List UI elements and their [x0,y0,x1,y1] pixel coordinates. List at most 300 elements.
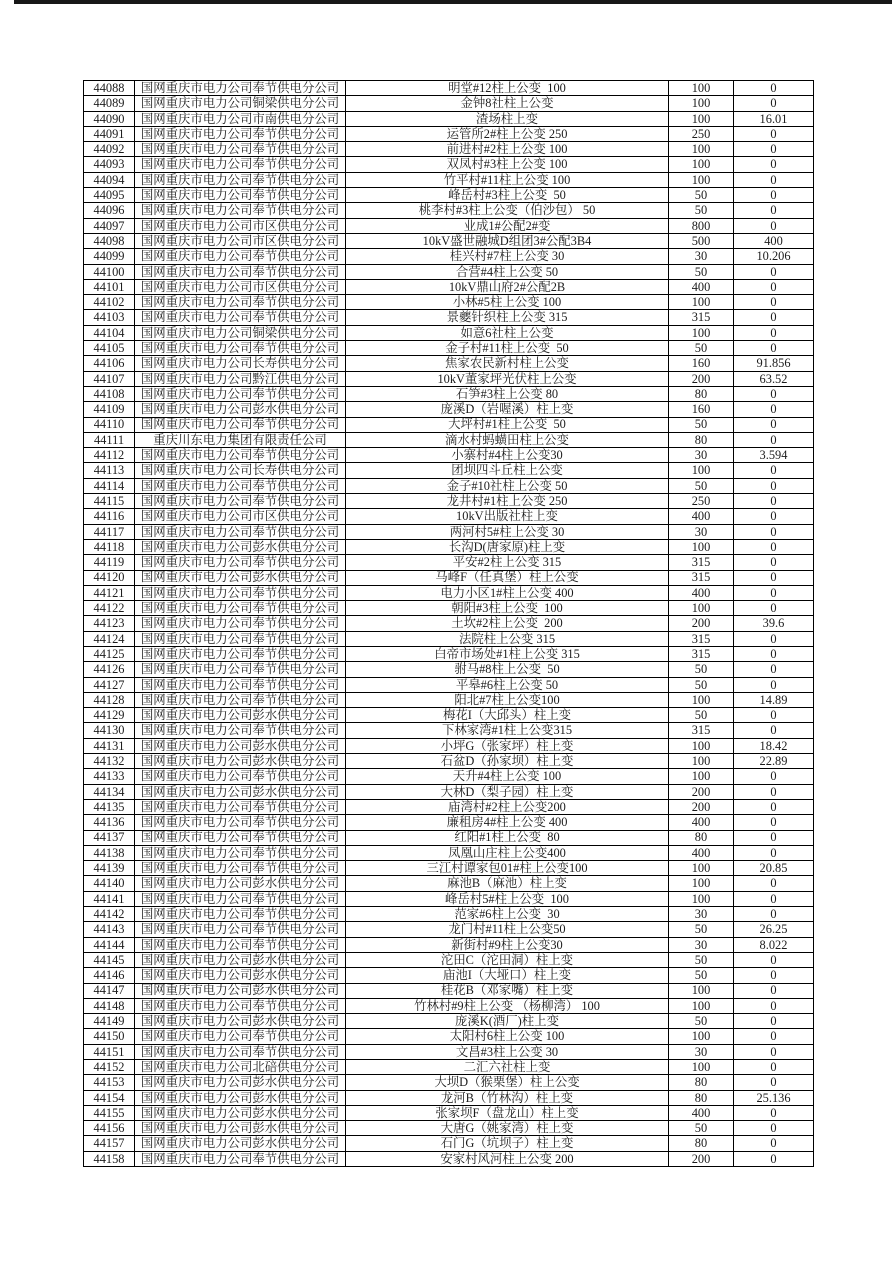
cell-value: 0 [734,784,814,799]
cell-name: 渣场柱上变 [346,111,669,126]
cell-id: 44149 [84,1014,135,1029]
cell-value: 0 [734,555,814,570]
cell-name: 景夔针织柱上公变 315 [346,310,669,325]
cell-name: 驸马#8柱上公变 50 [346,662,669,677]
cell-capacity: 100 [669,692,734,707]
table-row [84,1044,814,1059]
cell-capacity: 400 [669,845,734,860]
cell-company: 国网重庆市电力公司奉节供电分公司 [135,677,346,692]
cell-id: 44148 [84,998,135,1013]
cell-capacity: 315 [669,723,734,738]
cell-capacity: 315 [669,310,734,325]
cell-value: 0 [734,341,814,356]
cell-id: 44127 [84,677,135,692]
cell-capacity: 30 [669,1044,734,1059]
cell-value: 0 [734,1060,814,1075]
table-row [84,876,814,891]
cell-company: 国网重庆市电力公司奉节供电分公司 [135,478,346,493]
cell-id: 44092 [84,142,135,157]
cell-company: 国网重庆市电力公司奉节供电分公司 [135,769,346,784]
cell-id: 44101 [84,279,135,294]
table-row [84,662,814,677]
cell-name: 10kV出版社柱上变 [346,509,669,524]
cell-name: 白帝市场处#1柱上公变 315 [346,646,669,661]
table-row [84,907,814,922]
cell-value: 0 [734,799,814,814]
cell-capacity: 80 [669,432,734,447]
cell-id: 44144 [84,937,135,952]
cell-value: 400 [734,233,814,248]
cell-name: 法院柱上公变 315 [346,631,669,646]
cell-name: 10kV鼎山府2#公配2B [346,279,669,294]
cell-value: 0 [734,907,814,922]
cell-capacity: 100 [669,861,734,876]
cell-id: 44121 [84,585,135,600]
cell-capacity: 50 [669,188,734,203]
transformer-table [83,80,814,1167]
cell-name: 龙河B（竹林沟）柱上变 [346,1090,669,1105]
cell-id: 44146 [84,968,135,983]
cell-id: 44122 [84,601,135,616]
table-row [84,188,814,203]
cell-capacity: 800 [669,218,734,233]
table-row [84,371,814,386]
cell-capacity: 80 [669,1136,734,1151]
cell-id: 44089 [84,96,135,111]
table-row [84,692,814,707]
cell-name: 小寨村#4柱上公变30 [346,448,669,463]
table-row [84,708,814,723]
cell-capacity: 30 [669,448,734,463]
cell-name: 庙池I（大垭口）柱上变 [346,968,669,983]
cell-company: 国网重庆市电力公司彭水供电分公司 [135,1136,346,1151]
cell-company: 国网重庆市电力公司彭水供电分公司 [135,738,346,753]
cell-value: 0 [734,876,814,891]
table-row [84,799,814,814]
table-row [84,264,814,279]
cell-capacity: 100 [669,142,734,157]
table-row [84,203,814,218]
cell-value: 0 [734,662,814,677]
cell-id: 44141 [84,891,135,906]
cell-company: 国网重庆市电力公司市区供电分公司 [135,509,346,524]
cell-capacity: 30 [669,907,734,922]
table-row [84,509,814,524]
cell-capacity: 50 [669,708,734,723]
cell-company: 国网重庆市电力公司奉节供电分公司 [135,601,346,616]
cell-company: 国网重庆市电力公司彭水供电分公司 [135,1090,346,1105]
table-row [84,845,814,860]
table-row [84,830,814,845]
table-row [84,341,814,356]
cell-value: 39.6 [734,616,814,631]
cell-id: 44128 [84,692,135,707]
cell-value: 0 [734,402,814,417]
cell-name: 竹林村#9柱上公变 （杨柳湾） 100 [346,998,669,1013]
cell-id: 44109 [84,402,135,417]
cell-value: 0 [734,1136,814,1151]
table-row [84,478,814,493]
cell-capacity: 100 [669,738,734,753]
cell-value: 0 [734,325,814,340]
cell-company: 国网重庆市电力公司奉节供电分公司 [135,998,346,1013]
table-row [84,1075,814,1090]
cell-company: 国网重庆市电力公司彭水供电分公司 [135,1121,346,1136]
cell-id: 44096 [84,203,135,218]
cell-company: 国网重庆市电力公司奉节供电分公司 [135,203,346,218]
cell-capacity: 400 [669,1105,734,1120]
cell-id: 44091 [84,126,135,141]
cell-value: 18.42 [734,738,814,753]
cell-value: 25.136 [734,1090,814,1105]
cell-company: 国网重庆市电力公司奉节供电分公司 [135,723,346,738]
cell-capacity: 250 [669,126,734,141]
table-row [84,815,814,830]
cell-company: 国网重庆市电力公司奉节供电分公司 [135,662,346,677]
cell-id: 44097 [84,218,135,233]
cell-capacity: 200 [669,784,734,799]
cell-capacity: 30 [669,249,734,264]
cell-name: 麻池B（麻池）柱上变 [346,876,669,891]
table-row [84,279,814,294]
cell-value: 63.52 [734,371,814,386]
cell-value: 0 [734,998,814,1013]
cell-id: 44099 [84,249,135,264]
table-row [84,126,814,141]
table-row [84,1121,814,1136]
cell-value: 0 [734,601,814,616]
cell-capacity: 100 [669,891,734,906]
table-row [84,937,814,952]
cell-capacity: 100 [669,769,734,784]
cell-capacity: 50 [669,677,734,692]
cell-company: 国网重庆市电力公司奉节供电分公司 [135,341,346,356]
cell-capacity: 100 [669,601,734,616]
cell-capacity: 400 [669,815,734,830]
table-row [84,249,814,264]
table-row [84,1105,814,1120]
cell-capacity: 200 [669,1151,734,1166]
cell-name: 三江村谭家包01#柱上公变100 [346,861,669,876]
cell-company: 国网重庆市电力公司奉节供电分公司 [135,616,346,631]
cell-value: 0 [734,983,814,998]
cell-value: 16.01 [734,111,814,126]
cell-company: 国网重庆市电力公司奉节供电分公司 [135,448,346,463]
table-row [84,601,814,616]
cell-capacity: 400 [669,279,734,294]
table-row [84,784,814,799]
table-row [84,448,814,463]
cell-id: 44107 [84,371,135,386]
cell-value: 20.85 [734,861,814,876]
cell-value: 0 [734,723,814,738]
cell-value: 0 [734,585,814,600]
cell-company: 国网重庆市电力公司奉节供电分公司 [135,386,346,401]
cell-name: 庞溪K(酒厂)柱上变 [346,1014,669,1029]
table-row [84,861,814,876]
cell-id: 44103 [84,310,135,325]
cell-name: 大唐G（姚家湾）柱上变 [346,1121,669,1136]
cell-value: 0 [734,677,814,692]
cell-value: 91.856 [734,356,814,371]
cell-value: 26.25 [734,922,814,937]
cell-company: 国网重庆市电力公司奉节供电分公司 [135,845,346,860]
cell-name: 大林D（梨子园）柱上变 [346,784,669,799]
cell-id: 44156 [84,1121,135,1136]
cell-id: 44108 [84,386,135,401]
cell-id: 44106 [84,356,135,371]
cell-id: 44094 [84,172,135,187]
table-row [84,402,814,417]
cell-company: 国网重庆市电力公司奉节供电分公司 [135,815,346,830]
cell-id: 44135 [84,799,135,814]
cell-value: 0 [734,1029,814,1044]
cell-id: 44133 [84,769,135,784]
cell-company: 国网重庆市电力公司奉节供电分公司 [135,1029,346,1044]
cell-id: 44105 [84,341,135,356]
cell-id: 44125 [84,646,135,661]
cell-id: 44114 [84,478,135,493]
cell-value: 8.022 [734,937,814,952]
cell-id: 44143 [84,922,135,937]
cell-capacity: 30 [669,524,734,539]
cell-value: 0 [734,539,814,554]
table-row [84,1014,814,1029]
cell-name: 阳北#7柱上公变100 [346,692,669,707]
cell-value: 0 [734,157,814,172]
cell-name: 石盆D（孙家坝）柱上变 [346,754,669,769]
cell-company: 国网重庆市电力公司奉节供电分公司 [135,555,346,570]
table-row [84,310,814,325]
table-row [84,769,814,784]
cell-name: 朝阳#3柱上公变 100 [346,601,669,616]
table-row [84,738,814,753]
cell-company: 国网重庆市电力公司彭水供电分公司 [135,1014,346,1029]
cell-company: 国网重庆市电力公司奉节供电分公司 [135,126,346,141]
cell-value: 0 [734,218,814,233]
cell-id: 44104 [84,325,135,340]
cell-company: 国网重庆市电力公司奉节供电分公司 [135,524,346,539]
cell-name: 团坝四斗丘柱上公变 [346,463,669,478]
cell-name: 张家坝F（盘龙山）柱上变 [346,1105,669,1120]
cell-value: 0 [734,830,814,845]
cell-company: 国网重庆市电力公司彭水供电分公司 [135,402,346,417]
cell-id: 44124 [84,631,135,646]
cell-id: 44155 [84,1105,135,1120]
cell-name: 金钟8社柱上公变 [346,96,669,111]
cell-value: 0 [734,1121,814,1136]
cell-value: 0 [734,1044,814,1059]
cell-name: 龙井村#1柱上公变 250 [346,494,669,509]
cell-capacity: 200 [669,799,734,814]
cell-name: 明堂#12柱上公变 100 [346,81,669,96]
table-row [84,295,814,310]
cell-name: 安家村风河柱上公变 200 [346,1151,669,1166]
table-row [84,218,814,233]
cell-name: 下林家湾#1柱上公变315 [346,723,669,738]
cell-capacity: 50 [669,341,734,356]
cell-name: 金子#10社柱上公变 50 [346,478,669,493]
cell-id: 44111 [84,432,135,447]
cell-name: 龙门村#11柱上公变50 [346,922,669,937]
cell-capacity: 315 [669,646,734,661]
cell-id: 44134 [84,784,135,799]
table-row [84,570,814,585]
cell-name: 10kV董家坪光伏柱上公变 [346,371,669,386]
cell-id: 44126 [84,662,135,677]
cell-company: 国网重庆市电力公司彭水供电分公司 [135,1105,346,1120]
table-row [84,998,814,1013]
cell-name: 庞溪D（岩喔溪）柱上变 [346,402,669,417]
cell-company: 国网重庆市电力公司奉节供电分公司 [135,494,346,509]
cell-company: 国网重庆市电力公司彭水供电分公司 [135,876,346,891]
cell-capacity: 100 [669,998,734,1013]
table-body [84,81,814,1167]
cell-name: 廉租房4#柱上公变 400 [346,815,669,830]
cell-capacity: 100 [669,81,734,96]
cell-capacity: 50 [669,1121,734,1136]
cell-value: 0 [734,203,814,218]
cell-capacity: 100 [669,295,734,310]
table-row [84,585,814,600]
cell-capacity: 100 [669,96,734,111]
table-row [84,968,814,983]
cell-name: 焦家农民新村柱上公变 [346,356,669,371]
cell-company: 国网重庆市电力公司奉节供电分公司 [135,295,346,310]
cell-value: 0 [734,815,814,830]
cell-value: 0 [734,96,814,111]
cell-value: 0 [734,845,814,860]
table-row [84,723,814,738]
cell-name: 太阳村6柱上公变 100 [346,1029,669,1044]
cell-value: 14.89 [734,692,814,707]
cell-capacity: 315 [669,570,734,585]
cell-capacity: 100 [669,539,734,554]
cell-value: 0 [734,126,814,141]
cell-value: 0 [734,524,814,539]
cell-id: 44132 [84,754,135,769]
cell-name: 土坎#2柱上公变 200 [346,616,669,631]
cell-capacity: 80 [669,830,734,845]
cell-company: 国网重庆市电力公司奉节供电分公司 [135,922,346,937]
cell-value: 0 [734,432,814,447]
cell-name: 新街村#9柱上公变30 [346,937,669,952]
cell-company: 国网重庆市电力公司彭水供电分公司 [135,539,346,554]
cell-name: 平皋#6柱上公变 50 [346,677,669,692]
cell-company: 国网重庆市电力公司奉节供电分公司 [135,310,346,325]
cell-capacity: 200 [669,371,734,386]
cell-value: 0 [734,646,814,661]
cell-capacity: 30 [669,937,734,952]
table-row [84,555,814,570]
cell-company: 国网重庆市电力公司彭水供电分公司 [135,754,346,769]
table-row [84,172,814,187]
cell-id: 44110 [84,417,135,432]
cell-capacity: 100 [669,172,734,187]
cell-capacity: 100 [669,463,734,478]
cell-company: 国网重庆市电力公司北碚供电分公司 [135,1060,346,1075]
table-row [84,952,814,967]
cell-company: 国网重庆市电力公司长寿供电分公司 [135,356,346,371]
cell-id: 44153 [84,1075,135,1090]
cell-name: 文昌#3柱上公变 30 [346,1044,669,1059]
cell-name: 桂兴村#7柱上公变 30 [346,249,669,264]
cell-id: 44154 [84,1090,135,1105]
cell-id: 44119 [84,555,135,570]
cell-capacity: 50 [669,922,734,937]
cell-name: 10kV盛世融城D组团3#公配3B4 [346,233,669,248]
cell-value: 0 [734,417,814,432]
cell-id: 44158 [84,1151,135,1166]
cell-capacity: 50 [669,968,734,983]
cell-value: 3.594 [734,448,814,463]
cell-company: 国网重庆市电力公司奉节供电分公司 [135,585,346,600]
cell-company: 国网重庆市电力公司奉节供电分公司 [135,81,346,96]
cell-id: 44131 [84,738,135,753]
cell-name: 运管所2#柱上公变 250 [346,126,669,141]
cell-value: 0 [734,769,814,784]
cell-value: 0 [734,264,814,279]
cell-id: 44123 [84,616,135,631]
cell-capacity: 80 [669,1075,734,1090]
cell-capacity: 80 [669,386,734,401]
cell-company: 国网重庆市电力公司奉节供电分公司 [135,830,346,845]
cell-value: 0 [734,631,814,646]
cell-capacity: 100 [669,157,734,172]
cell-value: 0 [734,1105,814,1120]
cell-name: 梅花I（大邱头）柱上变 [346,708,669,723]
cell-id: 44151 [84,1044,135,1059]
cell-name: 双凤村#3柱上公变 100 [346,157,669,172]
cell-name: 红阳#1柱上公变 80 [346,830,669,845]
table-row [84,524,814,539]
table-row [84,356,814,371]
cell-company: 国网重庆市电力公司奉节供电分公司 [135,907,346,922]
cell-id: 44115 [84,494,135,509]
cell-company: 国网重庆市电力公司奉节供电分公司 [135,937,346,952]
cell-capacity: 400 [669,585,734,600]
cell-name: 电力小区1#柱上公变 400 [346,585,669,600]
cell-company: 国网重庆市电力公司奉节供电分公司 [135,172,346,187]
cell-name: 竹平村#11柱上公变 100 [346,172,669,187]
cell-company: 国网重庆市电力公司奉节供电分公司 [135,692,346,707]
cell-id: 44098 [84,233,135,248]
table-row [84,1136,814,1151]
cell-id: 44112 [84,448,135,463]
cell-value: 0 [734,142,814,157]
cell-name: 平安#2柱上公变 315 [346,555,669,570]
cell-name: 桃李村#3柱上公变（伯沙包） 50 [346,203,669,218]
cell-id: 44157 [84,1136,135,1151]
table-row [84,233,814,248]
table-row [84,1151,814,1166]
cell-id: 44150 [84,1029,135,1044]
cell-value: 0 [734,81,814,96]
cell-name: 两河村5#柱上公变 30 [346,524,669,539]
cell-id: 44139 [84,861,135,876]
cell-name: 二汇六社柱上变 [346,1060,669,1075]
cell-company: 国网重庆市电力公司奉节供电分公司 [135,1044,346,1059]
cell-name: 桂花B（邓家嘴）柱上变 [346,983,669,998]
cell-name: 如意6社柱上公变 [346,325,669,340]
cell-capacity: 50 [669,203,734,218]
cell-capacity: 100 [669,325,734,340]
table-row [84,494,814,509]
table-row [84,677,814,692]
table-row [84,1090,814,1105]
cell-name: 大坪村#1柱上公变 50 [346,417,669,432]
cell-id: 44142 [84,907,135,922]
